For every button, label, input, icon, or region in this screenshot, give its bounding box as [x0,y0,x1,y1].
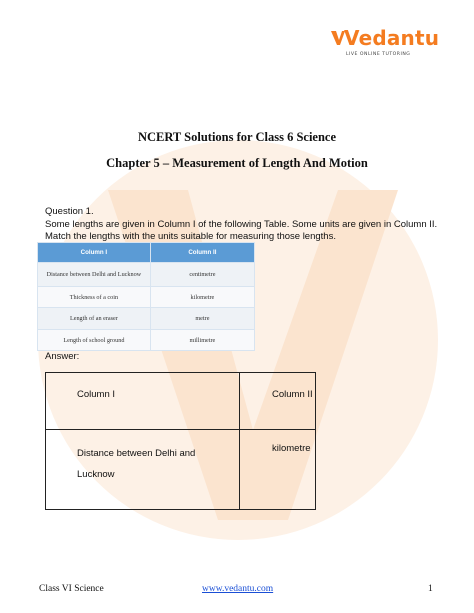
table-cell: metre [150,308,254,330]
answer-header-col2: Column II [240,373,316,430]
table-cell: Distance between Delhi and Lucknow [46,430,240,510]
logo-wordmark: Vedantu [344,26,440,50]
footer-website-link[interactable]: www.vedantu.com [202,584,274,594]
table-cell: kilometre [150,287,254,308]
table-row [38,330,255,351]
question-table [37,242,255,351]
document-title: NCERT Solutions for Class 6 Science [137,130,337,144]
answer-label: Answer: [45,351,80,362]
question-table-header-col2: Column II [150,243,254,263]
page-number: 1 [428,584,433,594]
table-cell: Length of school ground [38,330,151,351]
question-text: Some lengths are given in Column I of the following Table. Some units are given in Column II. Match the lengths with the units suitable for measuring those lengths. [45,219,438,242]
table-row [46,430,316,510]
table-cell: Distance between Delhi and Lucknow [38,263,151,287]
table-cell: Thickness of a coin [38,287,151,308]
question-label: Question 1. [45,206,94,217]
footer-class-label: Class VI Science [39,584,104,594]
vedantu-logo [330,26,440,66]
question-table-header-col1: Column I [38,243,151,263]
table-row [46,373,316,430]
table-cell: kilometre [240,430,316,510]
chapter-title: Chapter 5 – Measurement of Length And Motion [106,156,368,170]
table-cell: centimetre [150,263,254,287]
table-cell: Length of an eraser [38,308,151,330]
table-row [38,308,255,330]
table-cell: millimetre [150,330,254,351]
answer-table [45,372,316,510]
answer-header-col1: Column I [46,373,240,430]
table-row [38,287,255,308]
table-row [38,263,255,287]
logo-tagline: LIVE ONLINE TUTORING [346,52,411,57]
